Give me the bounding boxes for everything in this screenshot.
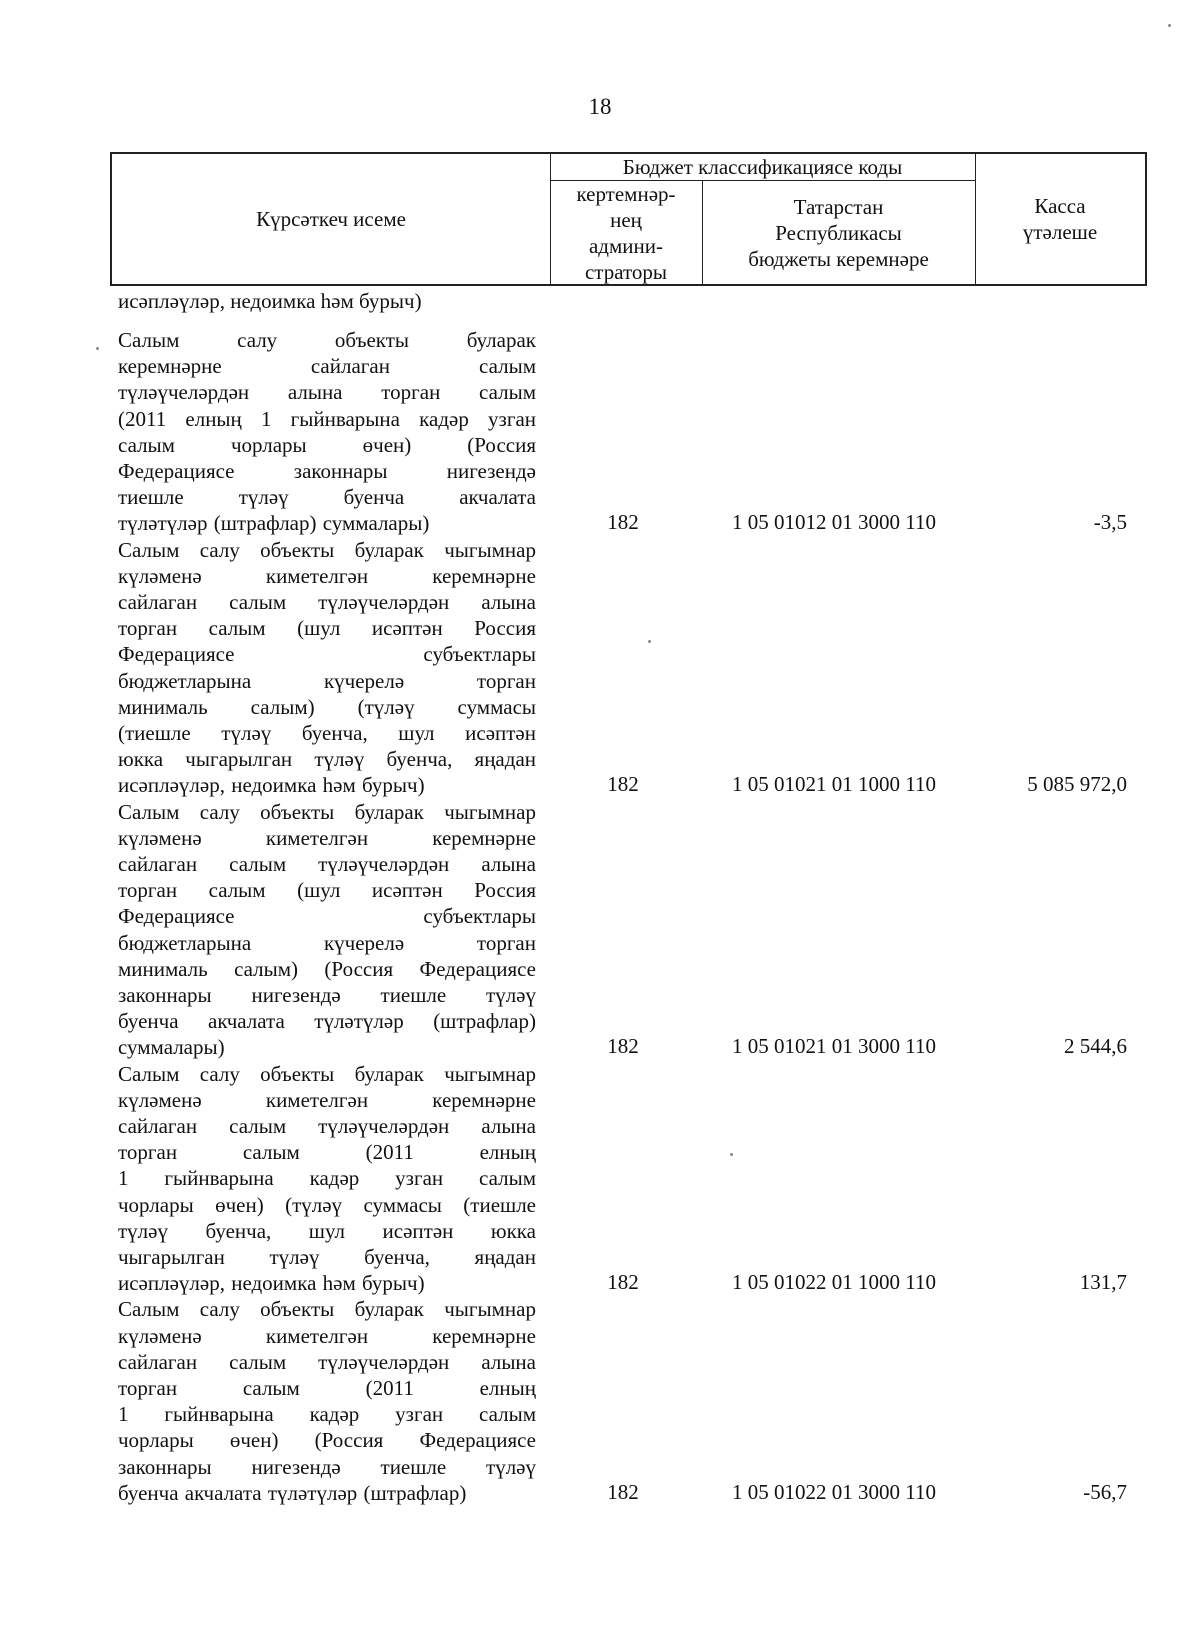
row-admin-code: 182 (607, 510, 639, 535)
row-revenue-code: 1 05 01022 01 1000 110 (732, 1270, 936, 1295)
description-line: торган салым (2011 елның (118, 1375, 536, 1400)
description-line: исәпләүләр, недоимка һәм бурыч) (118, 773, 425, 798)
description-line: бюджетларына күчерелә торган (118, 668, 536, 693)
row-revenue-code: 1 05 01021 01 1000 110 (732, 772, 936, 797)
row-revenue-code: 1 05 01021 01 3000 110 (732, 1034, 936, 1059)
description-line: күләменә киметелгән керемнәрне (118, 563, 536, 588)
description-line: тиешле түләү буенча акчалата (118, 485, 536, 510)
description-line: түләү буенча, шул исәптән юкка (118, 1218, 536, 1243)
description-line: Салым салу объекты буларак чыгымнар (118, 799, 536, 824)
description-line: Салым салу объекты буларак чыгымнар (118, 1061, 536, 1086)
description-line: түләтүләр (штрафлар) суммалары) (118, 511, 430, 536)
description-line: сайлаган салым түләүчеләрдән алына (118, 589, 536, 614)
description-line: Салым салу объекты буларак чыгымнар (118, 1297, 536, 1322)
row-revenue-code: 1 05 01022 01 3000 110 (732, 1479, 936, 1504)
row-admin-code: 182 (607, 1270, 639, 1295)
table-header (110, 152, 1147, 286)
row-description (118, 537, 536, 799)
description-line: минималь салым) (түләү суммасы (118, 694, 536, 719)
column-header-revenue: Татарстан Республикасы бюджеты керемнәре (748, 195, 929, 271)
description-line: керемнәрне сайлаган салым (118, 354, 536, 379)
description-line: 1 гыйнварына кадәр узган салым (118, 1166, 536, 1191)
row-admin-code: 182 (607, 1034, 639, 1059)
description-line: чорлары өчен) (түләү суммасы (тиешле (118, 1192, 536, 1217)
column-group-budget-code: Бюджет классификациясе коды (622, 155, 903, 179)
description-line: торган салым (2011 елның (118, 1140, 536, 1165)
row-description (118, 1061, 536, 1297)
row-description (118, 799, 536, 1061)
description-line: законнары нигезендә тиешле түләү (118, 982, 536, 1007)
row-amount: -3,5 (1093, 510, 1127, 535)
description-line: торган салым (шул исәптән Россия (118, 616, 536, 641)
description-line: буенча акчалата түләтүләр (штрафлар) (118, 1480, 467, 1505)
description-line: (тиешле түләү буенча, шул исәптән (118, 720, 536, 745)
description-line: Салым салу объекты буларак (118, 328, 536, 352)
row-amount: 5 085 972,0 (1027, 772, 1127, 797)
description-line: буенча акчалата түләтүләр (штрафлар) (118, 1009, 536, 1034)
description-line: минималь салым) (Россия Федерациясе (118, 956, 536, 981)
column-header-name: Күрсәткеч исеме (256, 207, 406, 231)
description-line: законнары нигезендә тиешле түләү (118, 1454, 536, 1479)
description-line: Федерациясе субъектлары (118, 904, 536, 929)
description-line: сайлаган салым түләүчеләрдән алына (118, 851, 536, 876)
description-line: түләүчеләрдән алына торган салым (118, 380, 536, 405)
description-line: чыгарылган түләү буенча, яңадан (118, 1244, 536, 1269)
description-line: сайлаган салым түләүчеләрдән алына (118, 1349, 536, 1374)
description-line: Федерациясе законнары нигезендә (118, 458, 536, 483)
description-line: күләменә киметелгән керемнәрне (118, 1087, 536, 1112)
description-line: торган салым (шул исәптән Россия (118, 878, 536, 903)
description-line: Федерациясе субъектлары (118, 642, 536, 667)
continuation-text: исәпләүләр, недоимка һәм бурыч) (118, 289, 422, 313)
row-amount: 2 544,6 (1064, 1034, 1127, 1059)
description-line: Салым салу объекты буларак чыгымнар (118, 537, 536, 562)
description-line: салым чорлары өчен) (Россия (118, 432, 536, 457)
column-header-amount: Касса үтәлеше (1022, 194, 1098, 244)
row-admin-code: 182 (607, 772, 639, 797)
row-amount: -56,7 (1083, 1479, 1127, 1504)
description-line: сайлаган салым түләүчеләрдән алына (118, 1113, 536, 1138)
description-line: исәпләүләр, недоимка һәм бурыч) (118, 1271, 425, 1296)
column-header-admin: кертемнәр- нең админи- страторы (576, 182, 676, 284)
description-line: бюджетларына күчерелә торган (118, 930, 536, 955)
row-admin-code: 182 (607, 1479, 639, 1504)
row-revenue-code: 1 05 01012 01 3000 110 (732, 510, 936, 535)
description-line: чорлары өчен) (Россия Федерациясе (118, 1428, 536, 1453)
page-number: 18 (588, 94, 612, 119)
description-line: күләменә киметелгән керемнәрне (118, 825, 536, 850)
description-line: күләменә киметелгән керемнәрне (118, 1323, 536, 1348)
description-line: 1 гыйнварына кадәр узган салым (118, 1402, 536, 1427)
description-line: юкка чыгарылган түләү буенча, яңадан (118, 747, 536, 772)
description-line: суммалары) (118, 1035, 225, 1060)
row-description (118, 1296, 536, 1506)
row-amount: 131,7 (1079, 1270, 1127, 1295)
row-description (118, 327, 536, 537)
description-line: (2011 елның 1 гыйнварына кадәр узган (118, 406, 536, 431)
